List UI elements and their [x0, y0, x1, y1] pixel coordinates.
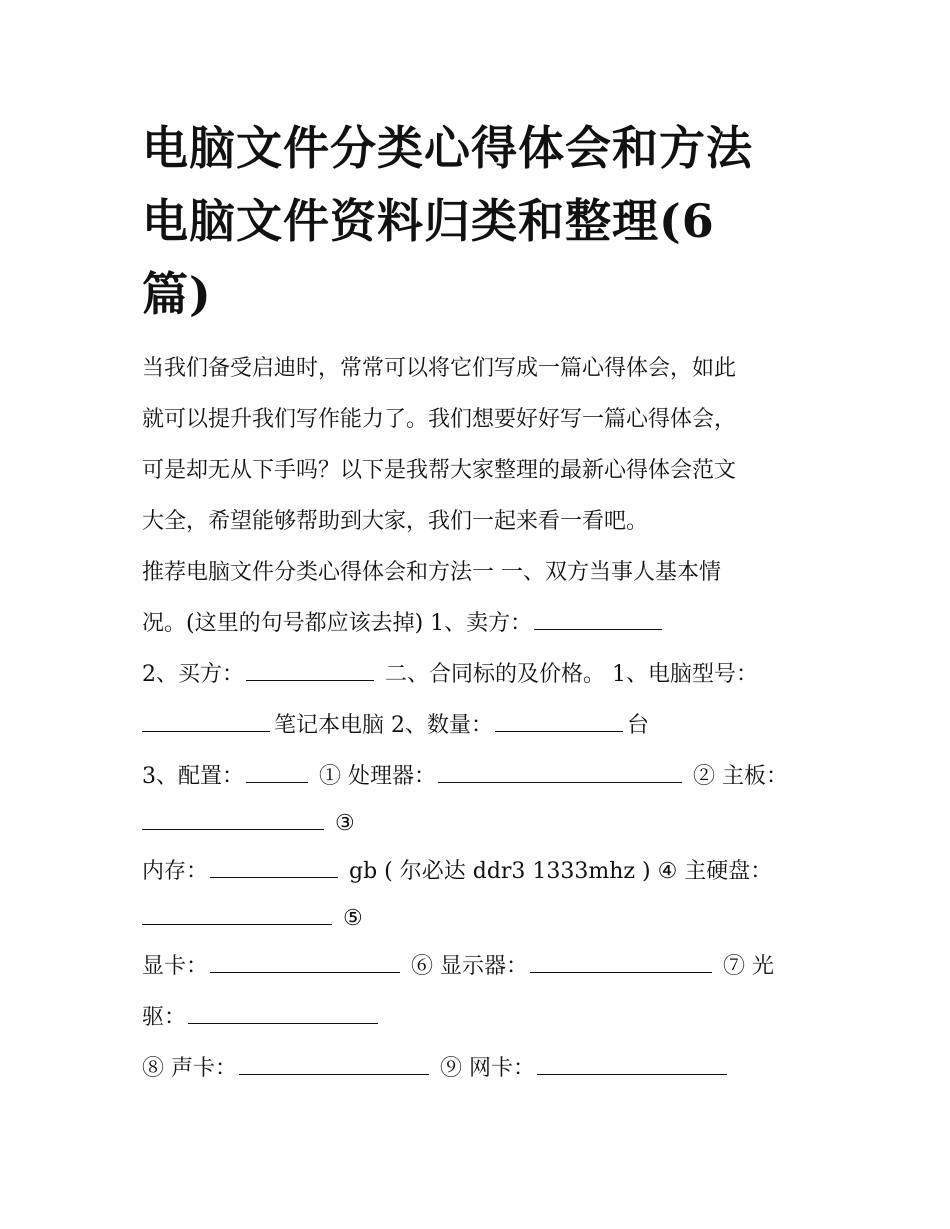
memory-marker: ③ [335, 811, 355, 836]
buyer-label: 2、买方： [142, 662, 244, 687]
model-label: 二、合同标的及价格。 1、电脑型号： [385, 662, 758, 687]
intro-line-3: 可是却无从下手吗？以下是我帮大家整理的最新心得体会范文 [142, 458, 737, 483]
nic-blank [537, 1073, 727, 1075]
monitor-label: ⑥ 显示器： [411, 954, 529, 979]
section-line-5 [142, 751, 822, 802]
section-line-2 [142, 598, 822, 649]
cpu-label: ① 处理器： [319, 764, 436, 789]
section-line-3 [142, 649, 822, 700]
document-page [142, 112, 822, 1094]
section-line-6 [142, 802, 822, 846]
memory-label: 内存： [142, 859, 209, 884]
memory-blank [210, 876, 338, 878]
section-line-11 [142, 1043, 822, 1094]
title-line-1: 电脑文件分类心得体会和方法 [142, 121, 753, 175]
section-line-9 [142, 941, 822, 992]
config-blank [246, 781, 308, 783]
seller-blank [534, 628, 662, 630]
quantity-unit: 台 [627, 713, 650, 738]
gpu-blank [210, 971, 400, 973]
intro-line-2: 就可以提升我们写作能力了。我们想要好好写一篇心得体会， [142, 407, 737, 432]
section-line-4 [142, 700, 822, 751]
section-line-8 [142, 897, 822, 941]
motherboard-blank [142, 828, 324, 830]
section-line-10 [142, 992, 822, 1043]
gpu-label: 显卡： [142, 954, 209, 979]
contract-section [142, 547, 822, 1094]
cpu-blank [438, 781, 682, 783]
nic-label: ⑨ 网卡： [440, 1056, 535, 1081]
monitor-blank [530, 971, 712, 973]
intro-line-1: 当我们备受启迪时，常常可以将它们写成一篇心得体会，如此 [142, 356, 737, 381]
gpu-marker: ⑤ [343, 906, 363, 931]
hdd-blank [142, 923, 332, 925]
intro-line-4: 大全，希望能够帮助到大家，我们一起来看一看吧。 [142, 509, 649, 534]
config-label: 3、配置： [142, 764, 244, 789]
model-blank [142, 730, 270, 732]
optical-label-end: 驱： [142, 1005, 187, 1030]
soundcard-label: ⑧ 声卡： [142, 1056, 237, 1081]
quantity-label: 笔记本电脑 2、数量： [274, 713, 493, 738]
intro-paragraph [142, 343, 822, 547]
section-line-1: 推荐电脑文件分类心得体会和方法一 一、双方当事人基本情 [142, 560, 721, 585]
soundcard-blank [239, 1073, 429, 1075]
title-line-3: 篇) [142, 267, 212, 321]
optical-blank [188, 1022, 378, 1024]
section-line-7 [142, 846, 822, 897]
seller-label: 况。(这里的句号都应该去掉) 1、卖方： [142, 611, 533, 636]
optical-label-start: ⑦ 光 [723, 954, 775, 979]
quantity-blank [495, 730, 623, 732]
title-line-2: 电脑文件资料归类和整理(6 [142, 194, 715, 248]
buyer-blank [246, 679, 374, 681]
document-title [142, 112, 822, 331]
motherboard-label: ② 主板： [693, 764, 788, 789]
memory-detail: gb ( 尔必达 ddr3 1333mhz ) ④ 主硬盘： [349, 859, 773, 884]
